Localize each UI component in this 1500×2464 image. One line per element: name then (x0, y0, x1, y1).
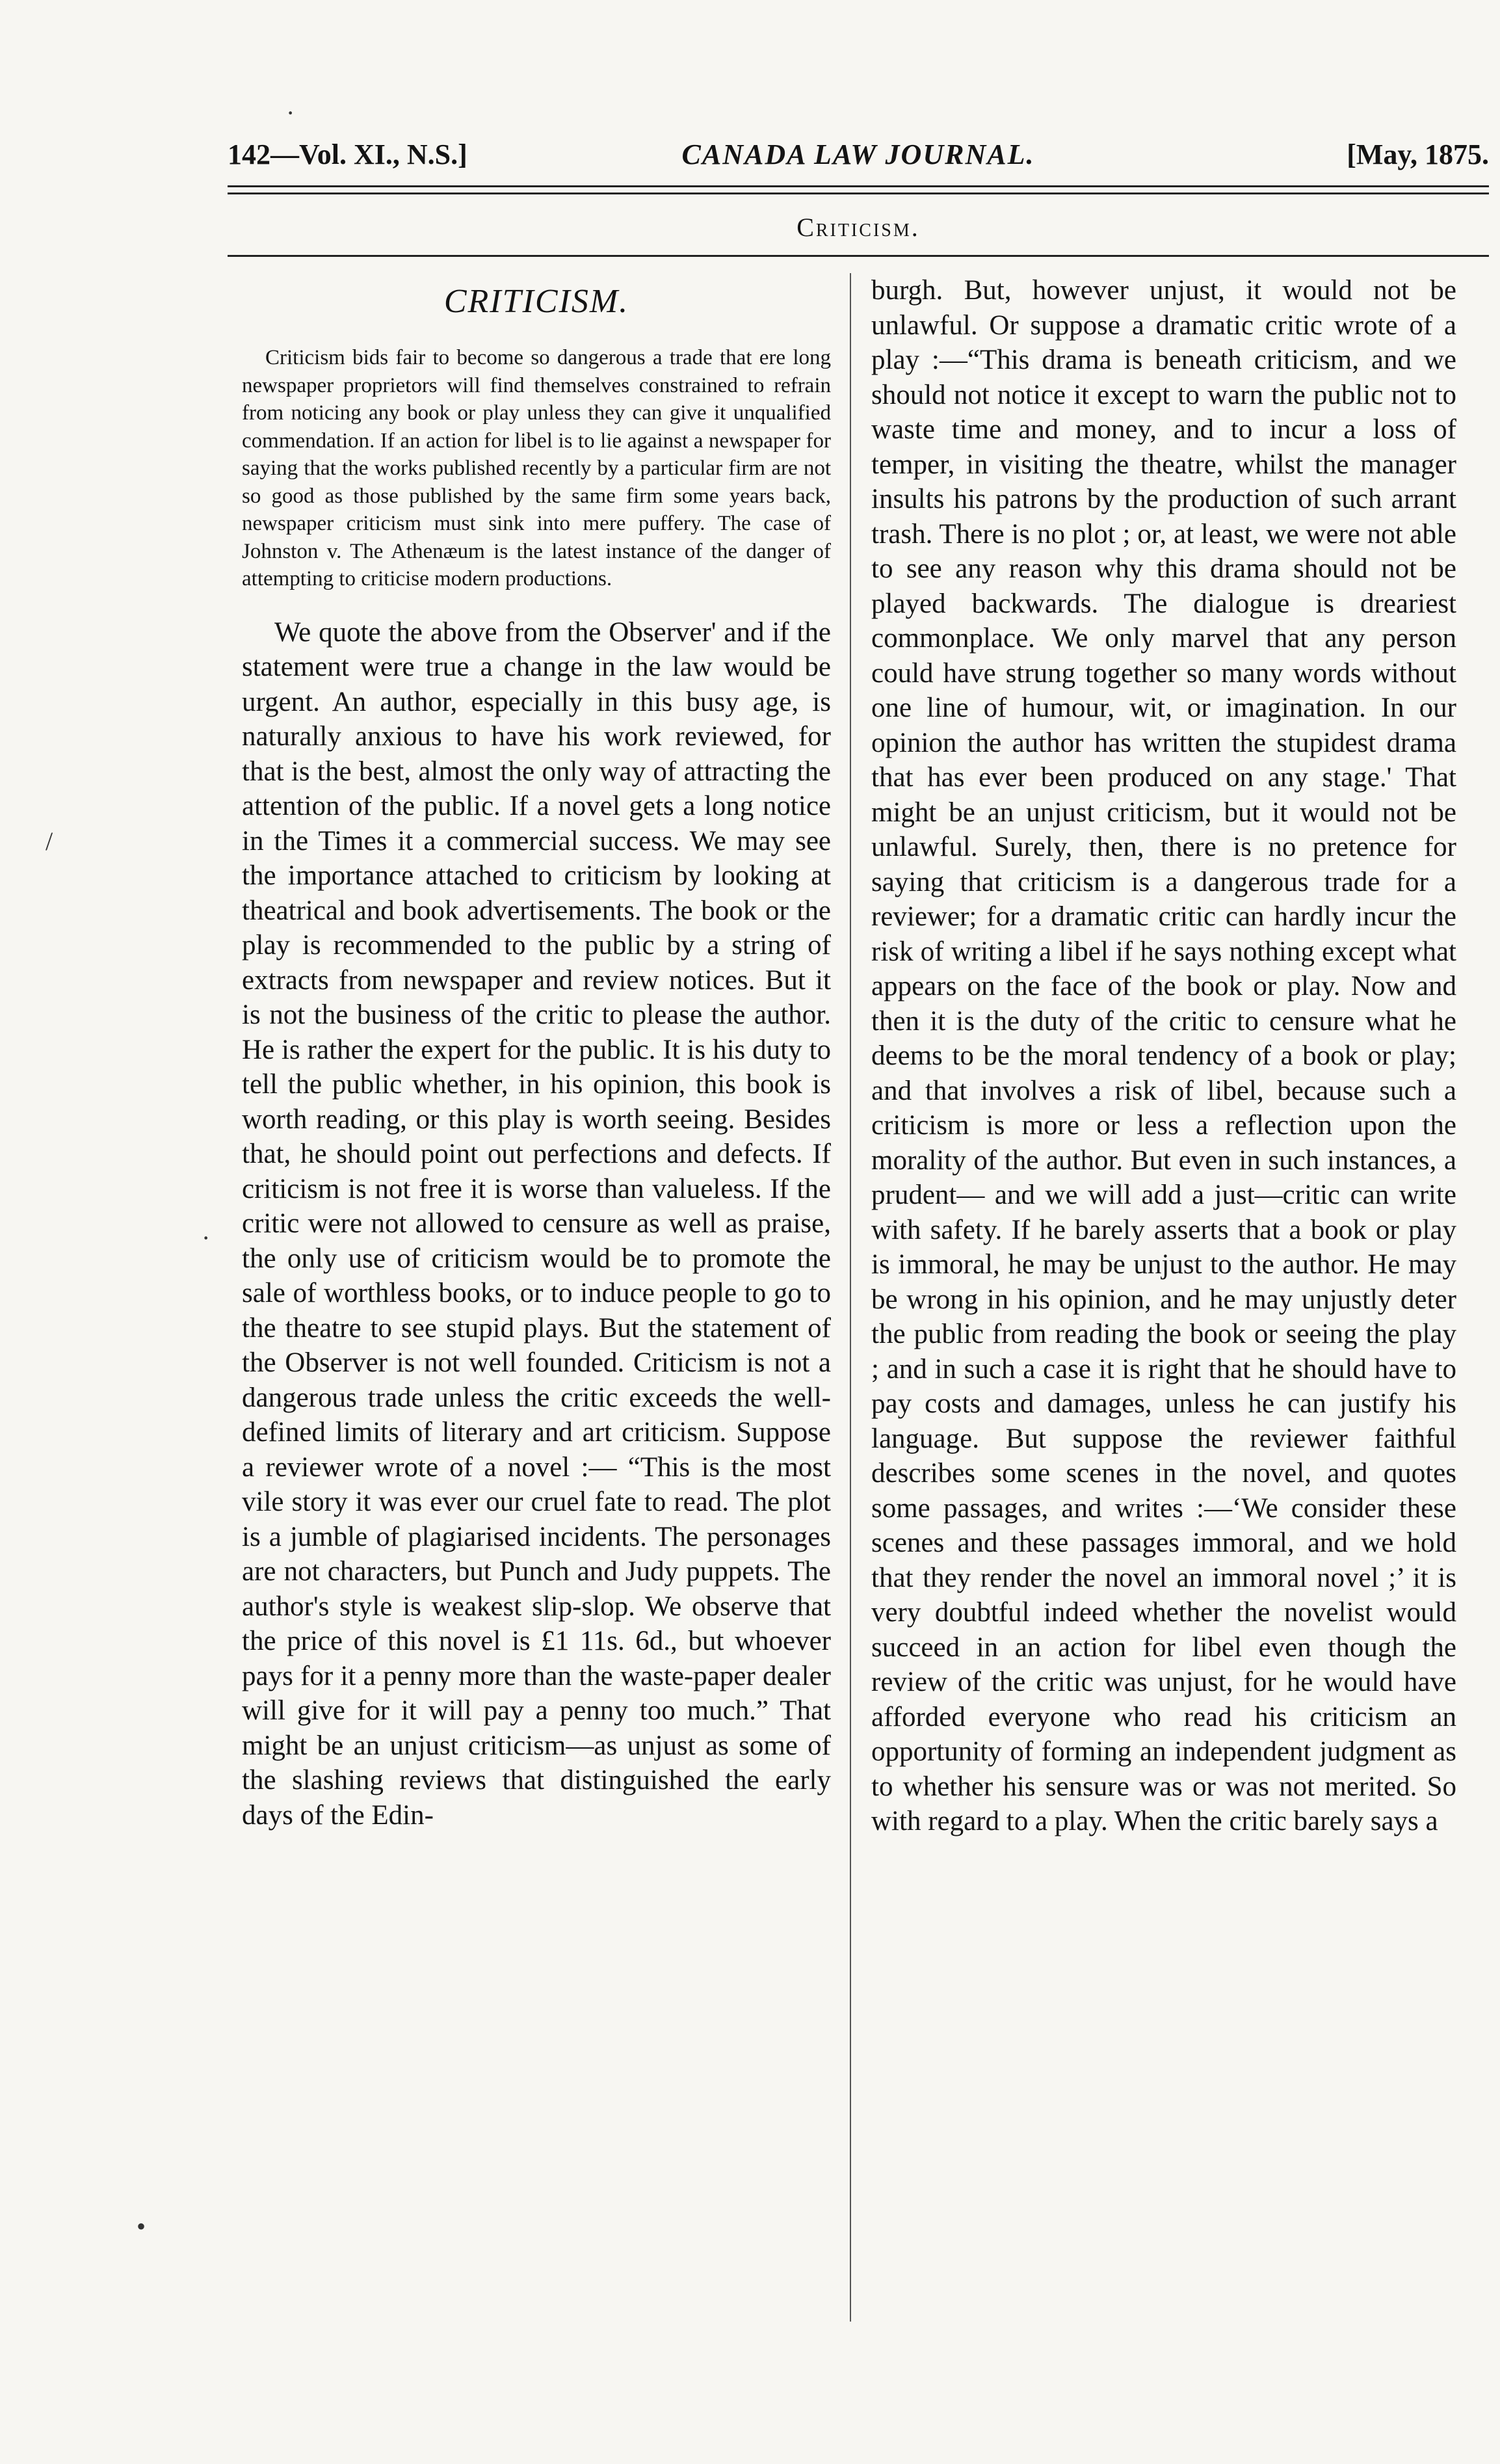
margin-ink-mark: · (202, 1223, 211, 1252)
journal-title: CANADA LAW JOURNAL. (681, 139, 1035, 170)
left-column-body: We quote the above from the Observer' and if the statement were true a change in the law would be urgent. An author, especially in this busy age, is naturally anxious to have his work reviewed, for that is the best, almost the only way of attracting the attention of the public. If a novel gets a long notice in the Times it a commercial success. We may see the importance attached to criticism by looking at theatrical and book advertisements. The book or the play is recommended to the public by a string of extracts from newspaper and review notices. But it is not the business of the critic to please the author. He is rather the expert for the public. It is his duty to tell the public whether, in his opinion, this book is worth reading, or this play is worth seeing. Besides that, he should point out perfections and defects. If criticism is not free it is worse than valueless. If the critic were not allowed to censure as well as praise, the only use of criticism would be to promote the sale of worthless books, or to induce people to go to the theatre to see stupid plays. But the statement of the Observer is not well founded. Criticism is not a dangerous trade unless the critic exceeds the well-defined limits of literary and art criticism. Suppose a reviewer wrote of a novel :— “This is the most vile story it was ever our cruel fate to read. The plot is a jumble of plagiarised incidents. The personages are not characters, but Punch and Judy puppets. The author's style is weakest slip-slop. We observe that the price of this novel is £1 11s. 6d., but whoever pays for it a penny more than the waste-paper dealer will give for it will pay a penny too much.” That might be an unjust criticism—as unjust as some of the slashing reviews that distinguished the early days of the Edin- (242, 616, 831, 1831)
left-column (242, 273, 831, 1833)
header-double-rule (228, 185, 1489, 194)
page-volume-label: 142—Vol. XI., N.S.] (228, 139, 467, 170)
article-title: CRITICISM. (443, 283, 629, 320)
margin-pencil-mark: / (46, 827, 53, 856)
right-column-body: burgh. But, however unjust, it would not be unlawful. Or suppose a dramatic critic wrote of a play :—“This drama is beneath criticism, and we should not notice it except to warn the public not to waste time and money, and to incur a loss of temper, in visiting the theatre, whilst the manager insults his patrons by the production of such arrant trash. There is no plot ; or, at least, we were not able to see any reason why this drama should not be played backwards. The dialogue is dreariest commonplace. We only marvel that any person could have strung together so many words without one line of humour, wit, or imagination. In our opinion the author has written the stupidest drama that has ever been produced on any stage.' That might be an unjust criticism, but it would not be unlawful. Surely, then, there is no pretence for saying that criticism is a dangerous trade for a reviewer; for a dramatic critic can hardly incur the risk of writing a libel if he says nothing except what appears on the face of the book or play. Now and then it is the duty of the critic to censure what he deems to be the moral tendency of a book or play; and that involves a risk of libel, because such a criticism is more or less a reflection upon the morality of the author. But even in such instances, a prudent— and we will add a just—critic can write with safety. If he barely asserts that a book or play is immoral, he may be unjust to the author. He may be wrong in his opinion, and he may unjustly deter the public from reading the book or seeing the play ; and in such a case it is right that he should have to pay costs and damages, unless he can justify his language. But suppose the reviewer faithful describes some scenes in the novel, and quotes some passages, and writes :—‘We consider these scenes and these passages immoral, and we hold that they render the novel an immoral novel ;’ it is very doubtful indeed whether the novelist would succeed in an action for libel even though the review of the critic was unjust, for he would have afforded everyone who read his criticism an opportunity of forming an independent judgment as to whether his sensure was or was not merited. So with regard to a play. When the critic barely says a (871, 275, 1456, 1836)
issue-date: [May, 1875. (1347, 139, 1489, 170)
section-title: Criticism. (796, 213, 920, 242)
running-head (228, 138, 1489, 177)
section-rule (228, 255, 1489, 257)
column-divider (850, 273, 851, 2322)
quoted-paragraph: Criticism bids fair to become so dangerous a trade that ere long newspaper proprietors will find themselves constrained to refrain from noticing any book or play unless they can give it unqualified commendation. If an action for libel is to lie against a newspaper for saying that the works published recently by a particular firm are not so good as those published by the same firm some years back, newspaper criticism must sink into mere puffery. The case of Johnston v. The Athenæum is the latest instance of the danger of attempting to criticise modern productions. (242, 346, 831, 590)
ink-speck-mark: · (286, 98, 295, 127)
right-column (871, 273, 1456, 1839)
margin-blot-mark: • (137, 2212, 146, 2241)
